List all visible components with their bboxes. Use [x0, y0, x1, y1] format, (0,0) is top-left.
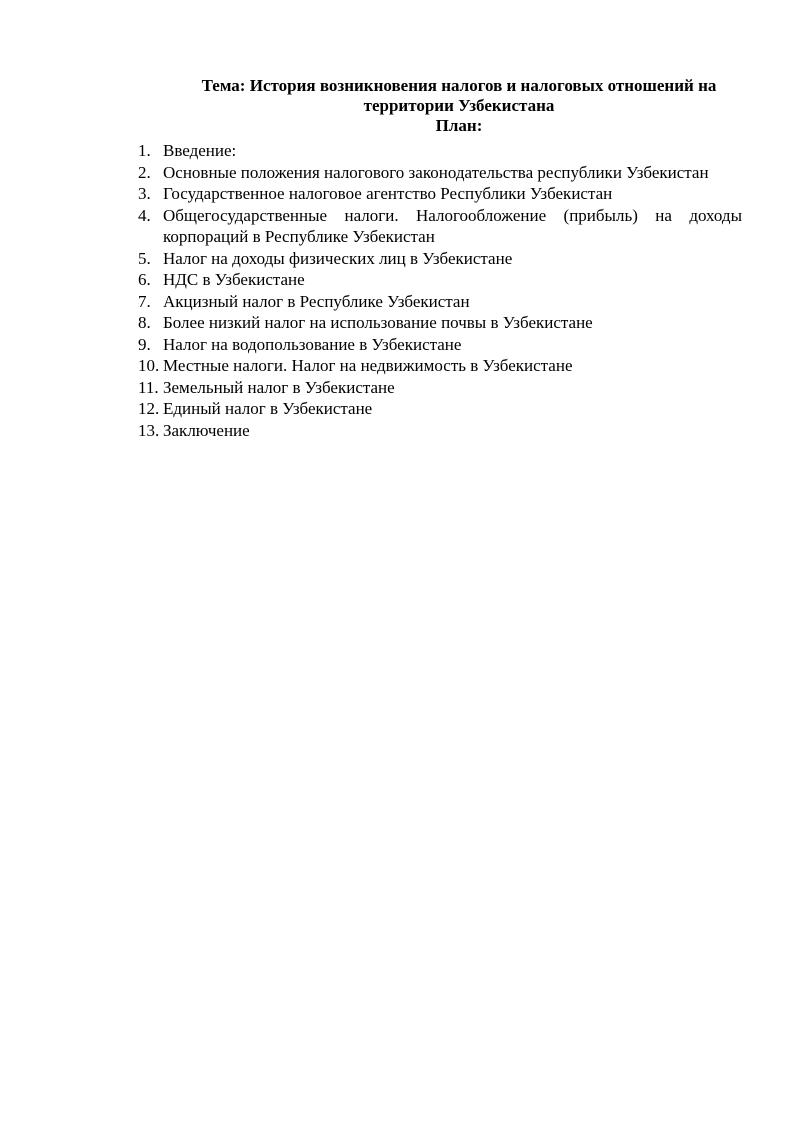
list-item-number: 1. [138, 141, 151, 160]
list-item [138, 398, 742, 420]
list-item [138, 355, 742, 377]
list-item [138, 377, 742, 399]
document-title [138, 76, 742, 116]
list-item [138, 183, 742, 205]
list-item-number: 7. [138, 291, 151, 311]
list-item [138, 248, 742, 270]
plan-heading: План: [435, 116, 483, 135]
plan-list [138, 140, 742, 441]
document-content [138, 76, 742, 441]
list-item [138, 205, 742, 248]
list-item [138, 140, 742, 162]
list-item-number: 4. [138, 205, 151, 225]
list-item-text: Единый налог в Узбекистане [163, 399, 373, 418]
title-line-2: территории Узбекистана [363, 96, 555, 115]
list-item [138, 312, 742, 334]
list-item-number: 3. [138, 184, 151, 203]
list-item [138, 291, 742, 313]
list-item-number: 11. [138, 377, 159, 397]
list-item-text: НДС в Узбекистане [163, 270, 305, 289]
list-item-text: Более низкий налог на использование почвы в Узбекистане [163, 313, 593, 332]
list-item-number: 8. [138, 313, 151, 332]
list-item-text: Налог на доходы физических лиц в Узбекистане [163, 248, 513, 268]
list-item [138, 269, 742, 291]
list-item [138, 420, 742, 442]
list-item-text: Налог на водопользование в Узбекистане [163, 334, 462, 354]
list-item-text: Земельный налог в Узбекистане [163, 377, 395, 397]
list-item-number: 2. [138, 162, 151, 182]
list-item [138, 162, 742, 184]
list-item [138, 334, 742, 356]
list-item-text: Местные налоги. Налог на недвижимость в Узбекистане [163, 356, 573, 375]
list-item-number: 6. [138, 270, 151, 289]
list-item-number: 9. [138, 334, 151, 354]
list-item-text: Введение: [163, 141, 237, 160]
title-line-1: Тема: История возникновения налогов и налоговых отношений на [201, 76, 717, 95]
list-item-text: Основные положения налогового законодательства республики Узбекистан [163, 162, 709, 182]
list-item-number: 12. [138, 399, 160, 418]
list-item-number: 13. [138, 420, 160, 440]
list-item-text: Общегосударственные налоги. Налогообложение (прибыль) на доходы корпораций в Республике Узбекистан [163, 205, 742, 246]
list-item-text: Государственное налоговое агентство Республики Узбекистан [163, 184, 613, 203]
list-item-text: Акцизный налог в Республике Узбекистан [163, 291, 470, 311]
list-item-number: 10. [138, 356, 160, 375]
list-item-text: Заключение [163, 420, 250, 440]
list-item-number: 5. [138, 248, 151, 268]
